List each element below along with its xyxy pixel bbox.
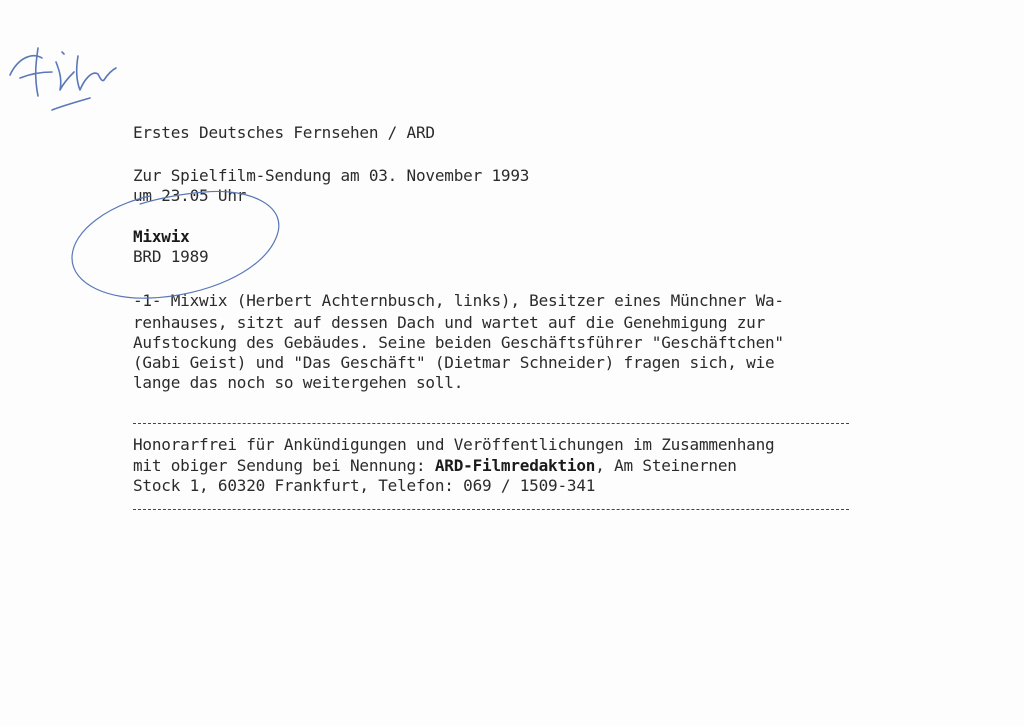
handwritten-scribble-icon bbox=[10, 48, 116, 110]
notice-line-2 bbox=[133, 456, 737, 476]
notice-line-2-end: , Am Steinernen bbox=[595, 456, 737, 475]
divider-bottom bbox=[133, 509, 849, 510]
broadcaster-line: Erstes Deutsches Fernsehen / ARD bbox=[133, 123, 435, 142]
notice-line-3: Stock 1, 60320 Frankfurt, Telefon: 069 / 1509-341 bbox=[133, 476, 596, 495]
description-line-2: renhauses, sitzt auf dessen Dach und wartet auf die Genehmigung zur bbox=[133, 313, 765, 332]
description-line-4: (Gabi Geist) und "Das Geschäft" (Dietmar Schneider) fragen sich, wie bbox=[133, 353, 775, 372]
film-title: Mixwix bbox=[133, 227, 190, 246]
broadcast-date-line: Zur Spielfilm-Sendung am 03. November 1993 bbox=[133, 166, 530, 185]
notice-credit: ARD-Filmredaktion bbox=[434, 456, 596, 475]
notice-line-2-start: mit obiger Sendung bei Nennung: bbox=[133, 456, 435, 475]
description-line-5: lange das noch so weitergehen soll. bbox=[133, 373, 464, 392]
film-origin: BRD 1989 bbox=[133, 247, 209, 266]
broadcast-time-line: um 23.05 Uhr bbox=[133, 186, 247, 205]
divider-top bbox=[133, 423, 849, 424]
description-line-1: -1- Mixwix (Herbert Achternbusch, links), Besitzer eines Münchner Wa- bbox=[133, 291, 784, 310]
notice-line-1: Honorarfrei für Ankündigungen und Veröffentlichungen im Zusammenhang bbox=[133, 435, 775, 454]
description-line-3: Aufstockung des Gebäudes. Seine beiden Geschäftsführer "Geschäftchen" bbox=[133, 333, 784, 352]
